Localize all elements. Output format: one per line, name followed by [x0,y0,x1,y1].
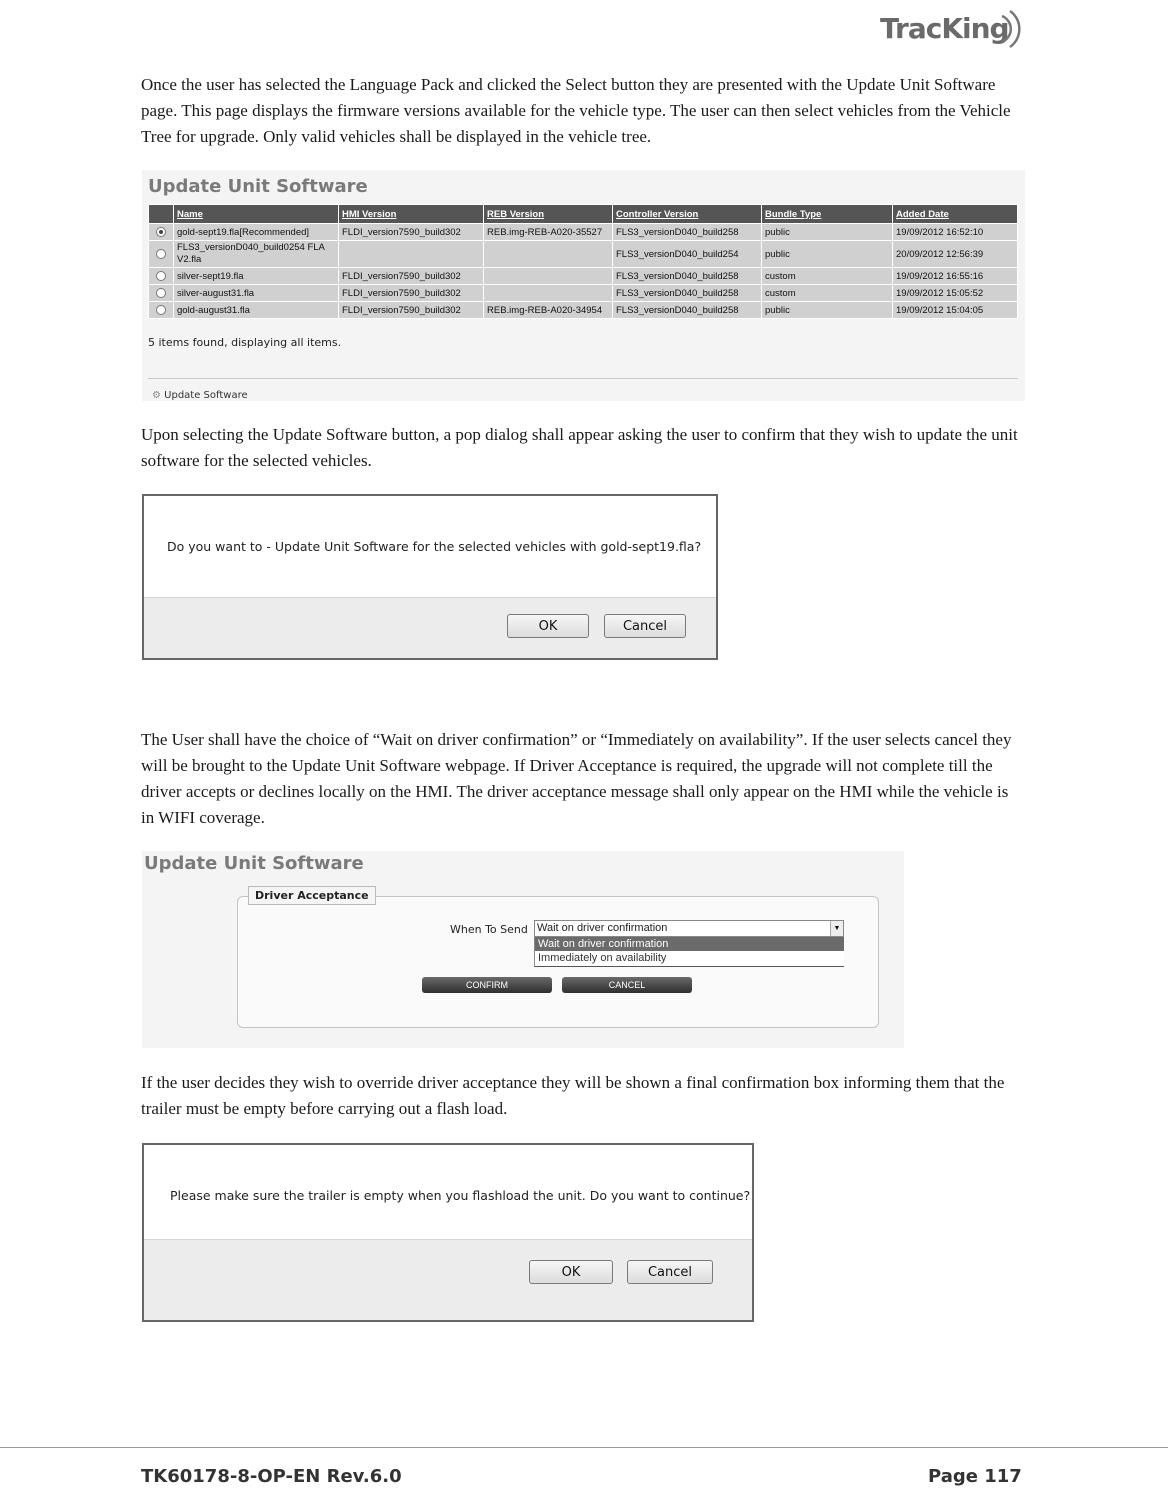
table-row[interactable] [149,285,1018,302]
document-id: TK60178-8-OP-EN Rev.6.0 [141,1466,402,1487]
cell-reb [484,268,613,285]
cell-controller: FLS3_versionD040_build258 [613,285,762,302]
intro-paragraph: Once the user has selected the Language Pack and clicked the Select button they are presented with the Update Unit Software page. This page displays the firmware versions available for the vehicle type. The user can then select vehicles from the Vehicle Tree for upgrade. Only valid vehicles shall be displayed in the vehicle tree. [141,75,1011,146]
dialog-footer [144,597,716,658]
page-title: Update Unit Software [148,176,368,197]
confirm-button[interactable]: CONFIRM [422,977,552,993]
cell-reb [484,285,613,302]
firmware-table [148,204,1018,319]
select-column-header [149,205,174,224]
dialog-message: Please make sure the trailer is empty when you flashload the unit. Do you want to continue? [170,1188,751,1203]
column-header-controller[interactable]: Controller Version [613,205,762,224]
gear-icon: ⚙ [152,390,161,401]
dropdown-option-immediately[interactable]: Immediately on availability [538,952,667,964]
cell-controller: FLS3_versionD040_build258 [613,268,762,285]
cell-bundle: custom [762,285,893,302]
row-radio-button[interactable] [156,288,166,298]
column-header-name[interactable]: Name [174,205,339,224]
column-header-date[interactable]: Added Date [893,205,1018,224]
chevron-down-icon[interactable]: ▼ [830,921,843,936]
table-header-row [149,205,1018,224]
row-radio-button[interactable] [156,271,166,281]
cell-reb: REB.img-REB-A020-35527 [484,224,613,241]
column-header-hmi[interactable]: HMI Version [339,205,484,224]
cell-bundle: public [762,302,893,319]
driver-acceptance-legend: Driver Acceptance [248,886,376,905]
cell-date: 20/09/2012 12:56:39 [893,241,1018,268]
row-radio-button[interactable] [156,305,166,315]
update-software-label: Update Software [164,390,248,401]
update-software-button[interactable] [152,390,248,401]
items-found-text: 5 items found, displaying all items. [148,336,342,349]
cell-name: silver-august31.fla [174,285,339,302]
cell-bundle: public [762,241,893,268]
trailer-empty-dialog [142,1143,754,1322]
cell-reb: REB.img-REB-A020-34954 [484,302,613,319]
cell-controller: FLS3_versionD040_build258 [613,302,762,319]
cancel-button[interactable]: Cancel [627,1260,713,1284]
logo-text: TracKing [880,12,1009,45]
table-row[interactable] [149,302,1018,319]
cancel-button[interactable]: CANCEL [562,977,692,993]
cell-controller: FLS3_versionD040_build254 [613,241,762,268]
cell-date: 19/09/2012 16:55:16 [893,268,1018,285]
table-row[interactable] [149,224,1018,241]
cell-bundle: custom [762,268,893,285]
update-unit-software-screenshot [142,170,1025,401]
cell-name: FLS3_versionD040_build0254 FLA V2.fla [174,241,339,268]
footer-rule [0,1447,1168,1448]
page-title: Update Unit Software [144,853,364,874]
update-dialog-paragraph: Upon selecting the Update Software button, a pop dialog shall appear asking the user to confirm that they wish to update the unit software for the selected vehicles. [141,425,1018,470]
cell-name: gold-august31.fla [174,302,339,319]
page-number: Page 117 [928,1466,1022,1487]
dropdown-option-wait[interactable]: Wait on driver confirmation [535,937,844,951]
confirm-update-dialog [142,494,718,660]
cell-name: silver-sept19.fla [174,268,339,285]
dialog-footer [144,1239,752,1320]
cell-hmi [339,241,484,268]
column-header-bundle[interactable]: Bundle Type [762,205,893,224]
cell-date: 19/09/2012 15:05:52 [893,285,1018,302]
when-to-send-label: When To Send [450,923,528,936]
cell-name: gold-sept19.fla[Recommended] [174,224,339,241]
dialog-message: Do you want to - Update Unit Software for the selected vehicles with gold-sept19.fla? [167,539,702,554]
company-logo [880,6,1030,50]
table-row[interactable] [149,241,1018,268]
cell-bundle: public [762,224,893,241]
ok-button[interactable]: OK [507,614,589,638]
signal-arcs-icon [998,8,1028,50]
row-radio-button[interactable] [156,227,166,237]
cell-hmi: FLDI_version7590_build302 [339,268,484,285]
divider [148,378,1018,379]
override-paragraph: If the user decides they wish to override driver acceptance they will be shown a final confirmation box informing them that the trailer must be empty before carrying out a flash load. [141,1073,1005,1118]
driver-acceptance-screenshot [142,851,904,1048]
cell-hmi: FLDI_version7590_build302 [339,302,484,319]
select-value: Wait on driver confirmation [537,922,668,934]
row-radio-button[interactable] [156,249,166,259]
select-dropdown-list [534,937,844,967]
column-header-reb[interactable]: REB Version [484,205,613,224]
table-row[interactable] [149,268,1018,285]
when-to-send-select[interactable] [534,920,844,937]
cancel-button[interactable]: Cancel [604,614,686,638]
cell-hmi: FLDI_version7590_build302 [339,224,484,241]
driver-choice-paragraph: The User shall have the choice of “Wait on driver confirmation” or “Immediately on availability”. If the user selects cancel they will be brought to the Update Unit Software webpage. If Driver Acceptance is required, the upgrade will not complete till the driver accepts or declines locally on the HMI. The driver acceptance message shall only appear on the HMI while the vehicle is in WIFI coverage. [141,730,1012,827]
cell-hmi: FLDI_version7590_build302 [339,285,484,302]
ok-button[interactable]: OK [529,1260,613,1284]
cell-reb [484,241,613,268]
cell-date: 19/09/2012 15:04:05 [893,302,1018,319]
cell-date: 19/09/2012 16:52:10 [893,224,1018,241]
cell-controller: FLS3_versionD040_build258 [613,224,762,241]
